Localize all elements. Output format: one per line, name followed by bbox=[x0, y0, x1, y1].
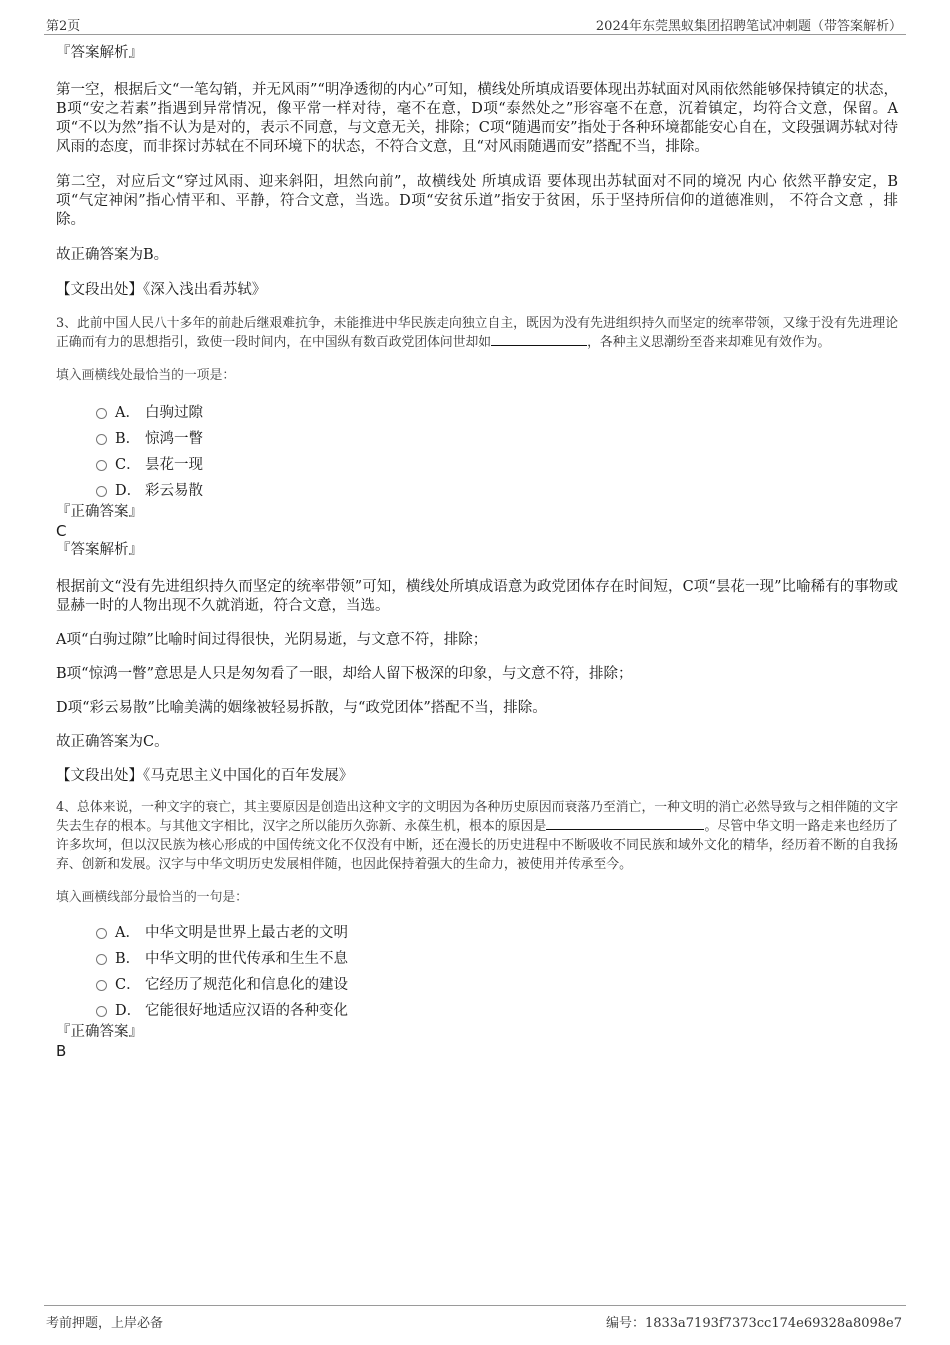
option-d[interactable]: D． 它能很好地适应汉语的各种变化 bbox=[56, 997, 898, 1023]
correct-answer-label: 『正确答案』 bbox=[56, 504, 143, 520]
question-prompt: 填入画横线处最恰当的一项是： bbox=[56, 368, 236, 383]
source-citation: 【文段出处】《深入浅出看苏轼》 bbox=[56, 282, 267, 298]
correct-answer: B bbox=[56, 1042, 67, 1060]
option-d[interactable]: D． 彩云易散 bbox=[56, 477, 898, 503]
page-content bbox=[56, 44, 898, 1061]
question-prompt: 填入画横线部分最恰当的一句是： bbox=[56, 890, 248, 905]
analysis-paragraph: 第一空，根据后文“一笔勾销，并无风雨”“明净透彻的内心”可知，横线处所填成语要体现出苏轼面对风雨依然能够保持镇定的状态，B项“安之若素”指遇到异常情况，像平常一样对待，毫不在意，D项“泰然处之”形容毫不在意，沉着镇定，均符合文意，保留。A项“不以为然”指不认为是对的，表示不同意，与文意无关，排除；C项“随遇而安”指处于各种环境都能安心自在，文段强调苏轼对待风雨的态度，而非探讨苏轼在不同环境下的状态，不符合文意，且“对风雨随遇而安”搭配不当，排除。 bbox=[56, 82, 898, 155]
analysis-label: 『答案解析』 bbox=[56, 45, 143, 61]
analysis-paragraph: 根据前文“没有先进组织持久而坚定的统率带领”可知，横线处所填成语意为政党团体存在时间短，C项“昙花一现”比喻稀有的事物或显赫一时的人物出现不久就消逝，符合文意，当选。 bbox=[56, 579, 898, 614]
analysis-label: 『答案解析』 bbox=[56, 542, 143, 558]
source-citation: 【文段出处】《马克思主义中国化的百年发展》 bbox=[56, 768, 354, 784]
option-a[interactable]: A． 白驹过隙 bbox=[56, 399, 898, 425]
correct-answer-label: 『正确答案』 bbox=[56, 1024, 143, 1040]
question-stem: 3、此前中国人民八十多年的前赴后继艰难抗争，未能推进中华民族走向独立自主，既因为没有先进组织持久而坚定的统率带领，又缘于没有先进理论正确而有力的思想指引，致使一段时间内，在中国纵有数百政党团体问世却如 ，各种主义思潮纷至沓来却难见有效作为。 bbox=[56, 316, 898, 350]
radio-button[interactable] bbox=[96, 928, 107, 939]
option-b[interactable]: B． 中华文明的世代传承和生生不息 bbox=[56, 945, 898, 971]
conclusion: 故正确答案为C。 bbox=[56, 734, 169, 750]
analysis-paragraph: D项“彩云易散”比喻美满的姻缘被轻易拆散，与“政党团体”搭配不当，排除。 bbox=[56, 700, 547, 716]
analysis-paragraph: A项“白驹过隙”比喻时间过得很快，光阴易逝，与文意不符，排除； bbox=[56, 632, 488, 648]
page-footer bbox=[44, 1305, 906, 1331]
document-serial: 编号：1833a7193f7373cc174e69328a8098e7 bbox=[605, 1316, 902, 1331]
option-list bbox=[56, 399, 898, 503]
analysis-paragraph: B项“惊鸿一瞥”意思是人只是匆匆看了一眼，却给人留下极深的印象，与文意不符，排除； bbox=[56, 666, 633, 682]
fill-blank bbox=[546, 817, 704, 830]
radio-button[interactable] bbox=[96, 486, 107, 497]
page-header bbox=[44, 14, 906, 35]
footer-slogan: 考前押题，上岸必备 bbox=[46, 1316, 164, 1331]
option-b[interactable]: B． 惊鸿一瞥 bbox=[56, 425, 898, 451]
question-stem: 4、总体来说，一种文字的衰亡，其主要原因是创造出这种文字的文明因为各种历史原因而衰落乃至消亡，一种文明的消亡必然导致与之相伴随的文字失去生存的根本。与其他文字相比，汉字之所以能历久弥新、永葆生机，根本的原因是 。尽管中华文明一路走来也经历了许多坎坷，但以汉民族为核心形成的中国传统文化不仅没有中断，还在漫长的历史进程中不断吸收不同民族和域外文化的精华，经历着不断的自我扬弃、创新和发展。汉字与中华文明历史发展相伴随，也因此保持着强大的生命力，被使用并传承至今。 bbox=[56, 800, 899, 872]
radio-button[interactable] bbox=[96, 434, 107, 445]
correct-answer: C bbox=[56, 522, 67, 540]
option-c[interactable]: C． 它经历了规范化和信息化的建设 bbox=[56, 971, 898, 997]
analysis-paragraph: 第二空，对应后文“穿过风雨、迎来斜阳，坦然向前”，故横线处 所填成语 要体现出苏轼面对不同的境况 内心 依然平静安定，B项“气定神闲”指心情平和、平静，符合文意，当选。D项“安贫乐道”指安于贫困，乐于坚持所信仰的道德准则， 不符合文意 ，排除。 bbox=[56, 174, 898, 228]
radio-button[interactable] bbox=[96, 980, 107, 991]
option-list bbox=[56, 919, 898, 1023]
radio-button[interactable] bbox=[96, 460, 107, 471]
radio-button[interactable] bbox=[96, 1006, 107, 1017]
radio-button[interactable] bbox=[96, 954, 107, 965]
conclusion: 故正确答案为B。 bbox=[56, 247, 169, 263]
fill-blank bbox=[491, 333, 587, 346]
option-c[interactable]: C． 昙花一现 bbox=[56, 451, 898, 477]
radio-button[interactable] bbox=[96, 408, 107, 419]
page-number: 第2页 bbox=[46, 19, 81, 34]
document-title: 2024年东莞黑蚁集团招聘笔试冲刺题（带答案解析） bbox=[595, 19, 902, 34]
option-a[interactable]: A． 中华文明是世界上最古老的文明 bbox=[56, 919, 898, 945]
